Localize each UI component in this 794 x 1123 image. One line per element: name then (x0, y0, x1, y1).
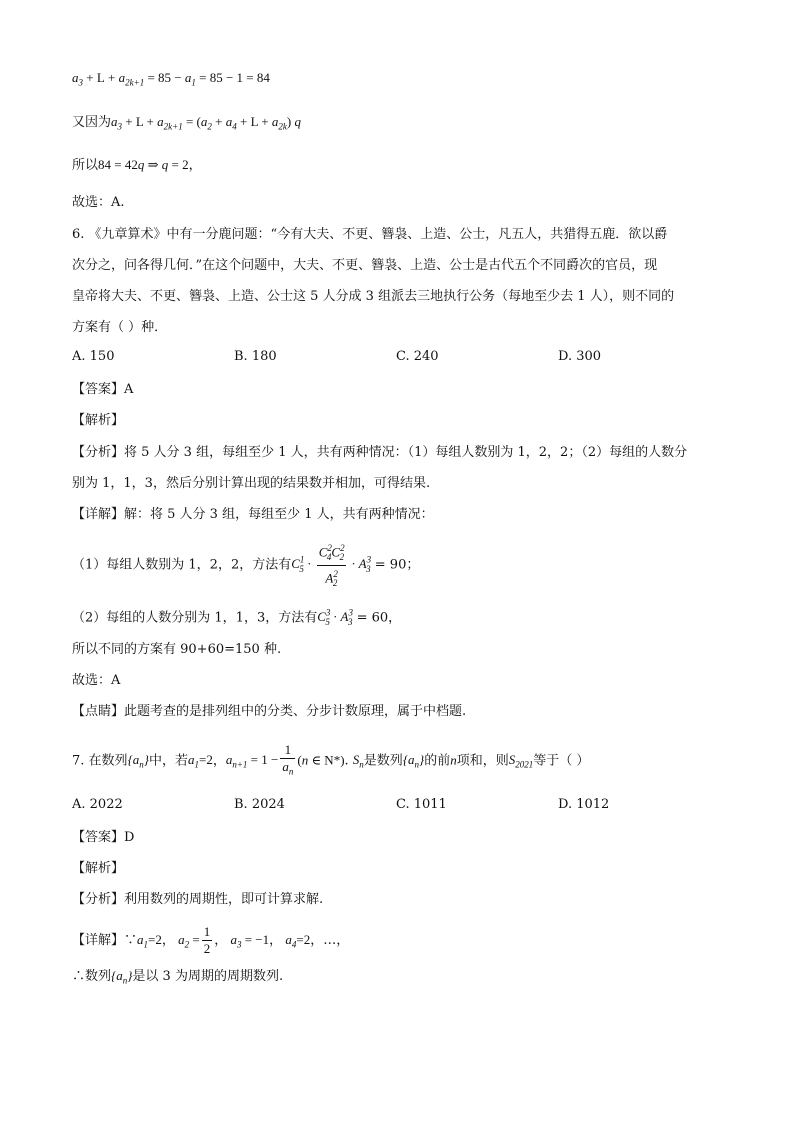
q6-option-a: A. 150 (72, 349, 115, 364)
equation-because: 又因为$a_3 + L + a_{2k+1} = (a_2 + a_4 + L + a_{2k})$ q (72, 114, 301, 132)
q6-line-1: 6. 《九章算术》中有一分鹿问题：“今有大夫、不更、簪袅、上造、公士，凡五人，共猎得五鹿．欲以爵 (72, 227, 668, 242)
q6-detail: 【详解】解：将 5 人分 3 组，每组至少 1 人，共有两种情况： (72, 507, 434, 522)
q6-fenxi-1: 【分析】将 5 人分 3 组，每组至少 1 人，共有两种情况：（1）每组人数别为 1，2，2；（2）每组的人数分 (72, 445, 688, 460)
text-because: 又因为 (72, 115, 112, 130)
q7-fenxi: 【分析】利用数列的周期性，即可计算求解. (72, 892, 324, 907)
q7-option-b: B. 2024 (234, 797, 285, 812)
q6-analysis-head: 【解析】 (72, 413, 125, 428)
q7-analysis-head: 【解析】 (72, 861, 125, 876)
q6-choose: 故选：A (72, 673, 121, 688)
q7-conclusion: ∴数列$\{a_n\}$是以 3 为周期的周期数列. (72, 968, 284, 986)
equation-sum: $a_3 + L + a_{2k+1} = 85 - a_1 = 85 - 1 = 84$ (72, 70, 270, 88)
q7-answer: 【答案】D (72, 830, 135, 845)
q7-stem: 7. 在数列$\{a_n\}$中，若$a_1=2$，$a_{n+1} = 1$ − $\frac{1}{a_n}$ (n ∈ N*). $S_n$是数列$\{a_n\}$的前n项和，则$S_{2021}$等于（ ） (72, 742, 590, 777)
answer-prev: 故选：A. (72, 195, 125, 210)
q7-option-d: D. 1012 (558, 797, 610, 812)
q6-case-2: （2）每组的人数分别为 1，1，3，方法有$C^3_5 \cdot A^3_3 = 60$， (72, 608, 402, 627)
q6-answer: 【答案】A (72, 382, 134, 397)
text-so: 所以 (72, 158, 99, 173)
formula-case-2: $C^3_5 \cdot A^3_3$ (317, 608, 353, 627)
q6-line-3: 皇帝将大夫、不更、簪袅、上造、公士这 5 人分成 3 组派去三地执行公务（每地至少去 1 人），则不同的 (72, 289, 675, 304)
equation-q: 所以84 = 42q ⇒ q = 2， (72, 157, 202, 173)
q6-number: 6. (72, 227, 85, 242)
q7-detail: 【详解】$\because a_1=2$， $a_2$ = $\frac{1}{2}$ ， $a_3 = -1$， $a_4=2$，…， (72, 924, 350, 956)
q6-line-4: 方案有（ ）种． (72, 320, 168, 335)
q6-option-d: D. 300 (558, 349, 602, 364)
q6-option-c: C. 240 (396, 349, 439, 364)
q7-number: 7. (72, 753, 85, 769)
q6-line-2: 次分之，问各得几何．”在这个问题中，大夫、不更、簪袅、上造、公士是古代五个不同爵次的官员，现 (72, 258, 658, 273)
formula-case-1: $C^1_5$ · $\frac{C^2_4C^2_2}{A^2_2}$ · $A^3_3$ (291, 556, 370, 571)
q7-option-a: A. 2022 (72, 797, 123, 812)
q6-case-1: （1）每组人数别为 1，2，2，方法有$C^1_5$ · $\frac{C^2_4C^2_2}{A^2_2}$ · $A^3_3 = 90$； (72, 540, 419, 591)
q7-option-c: C. 1011 (396, 797, 447, 812)
q6-comment: 【点睛】此题考查的是排列组中的分类、分步计数原理，属于中档题. (72, 704, 467, 719)
q6-option-b: B. 180 (234, 349, 277, 364)
q6-fenxi-2: 别为 1，1，3，然后分别计算出现的结果数并相加，可得结果. (72, 476, 431, 491)
q6-total: 所以不同的方案有 90+60=150 种. (72, 642, 282, 657)
